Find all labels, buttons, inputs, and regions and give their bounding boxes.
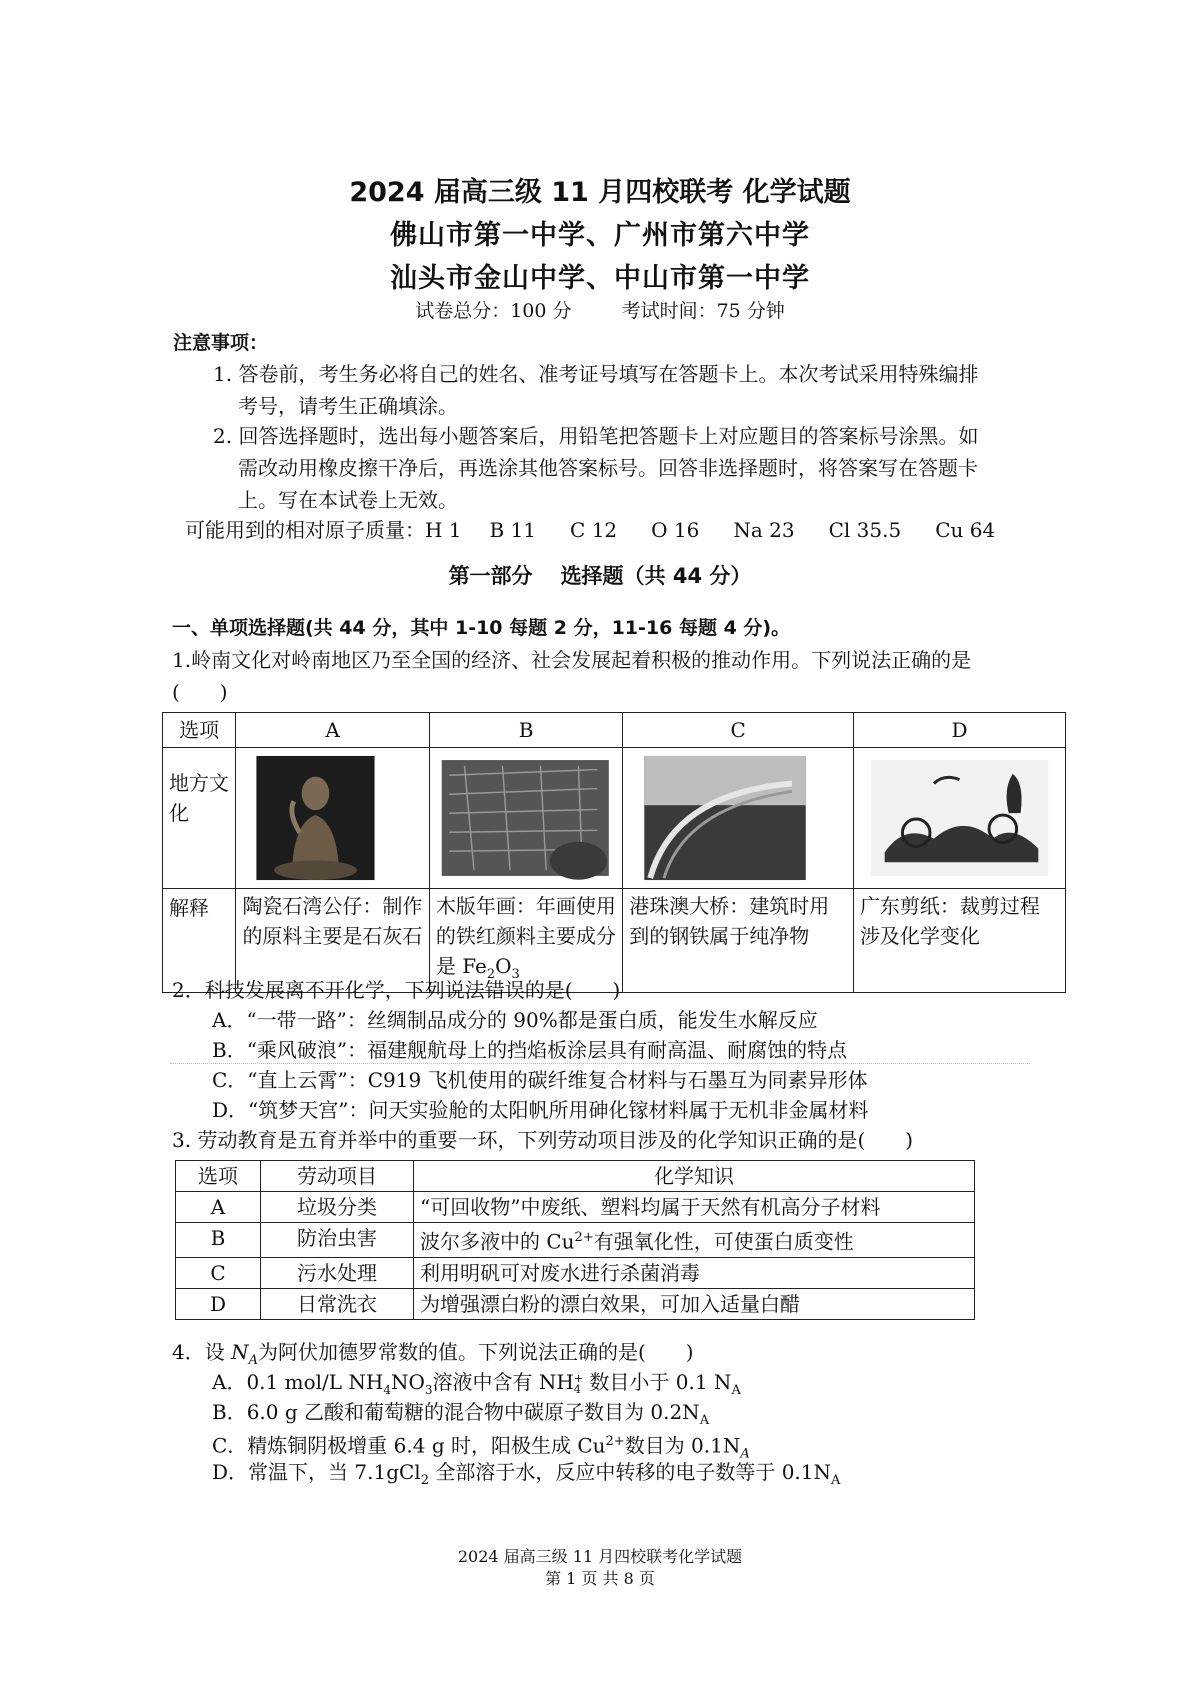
q3-header-item: 劳动项目 xyxy=(261,1161,414,1192)
q3-row-c-knowledge: 利用明矾可对废水进行杀菌消毒 xyxy=(414,1257,975,1288)
q1-explanation-b-text: 木版年画：年画使用的铁红颜料主要成分是 Fe xyxy=(435,894,616,978)
q2-option-d: D．“筑梦天宫”：问天实验舱的太阳帆所用砷化镓材料属于无机非金属材料 xyxy=(212,1098,869,1122)
q1-image-c-cell xyxy=(623,748,854,889)
q1-image-b-cell xyxy=(429,748,622,889)
q3-row-a-knowledge: “可回收物”中废纸、塑料均属于天然有机高分子材料 xyxy=(414,1192,975,1223)
atomic-mass-b: B 11 xyxy=(489,518,537,542)
q3-header-knowledge: 化学知识 xyxy=(414,1161,975,1192)
q4-option-d xyxy=(212,1456,840,1497)
q2-option-b: B．“乘风破浪”：福建舰航母上的挡焰板涂层具有耐高温、耐腐蚀的特点 xyxy=(212,1038,848,1062)
q1-explanation-a: 陶瓷石湾公仔：制作的原料主要是石灰石 xyxy=(236,889,429,993)
q1-header-option: 选项 xyxy=(163,713,236,748)
q3-row-b-knowledge-pre: 波尔多液中的 Cu xyxy=(420,1229,575,1254)
q4-a-mid: 溶液中含有 NH xyxy=(432,1370,574,1394)
section-part: 第一部分 xyxy=(448,564,533,588)
ceramic-figurine-image xyxy=(242,754,422,882)
q3-row-b xyxy=(176,1223,975,1258)
section-name: 选择题（共 44 分） xyxy=(560,564,752,588)
q1-header-a: A xyxy=(236,713,429,748)
q1-header-c: C xyxy=(623,713,854,748)
q4-a-post: 数目小于 0.1 N xyxy=(583,1370,732,1394)
schools-line-1: 佛山市第一中学、广州市第六中学 xyxy=(390,220,810,251)
q3-row-c-option: C xyxy=(176,1257,261,1288)
atomic-mass-h: H 1 xyxy=(425,518,462,542)
q1-explanation-d: 广东剪纸：裁剪过程涉及化学变化 xyxy=(853,889,1065,993)
woodblock-print-image xyxy=(436,754,616,882)
q4-a-sub-4: 4 xyxy=(383,1383,391,1397)
q4-c-post: 数目为 0.1N xyxy=(624,1433,741,1458)
q3-row-b-knowledge-sup: 2+ xyxy=(574,1230,594,1245)
schools-line-2: 汕头市金山中学、中山市第一中学 xyxy=(390,263,810,294)
notice-item-1-line-2: 考号，请考生正确填涂。 xyxy=(238,394,458,418)
q4-d-sub: 2 xyxy=(420,1473,429,1488)
q1-explanation-b-sub-3: 3 xyxy=(511,967,520,982)
q3-row-d-item: 日常洗衣 xyxy=(261,1288,414,1319)
q3-stem: 3. 劳动教育是五育并举中的重要一环，下列劳动项目涉及的化学知识正确的是( ) xyxy=(172,1128,914,1152)
atomic-mass-o: O 16 xyxy=(651,518,700,542)
q4-a-no: NO xyxy=(390,1370,425,1394)
notice-item-1-line-1: 1. 答卷前，考生务必将自己的姓名、准考证号填写在答题卡上。本次考试采用特殊编排 xyxy=(213,362,979,386)
q3-row-d-knowledge: 为增强漂白粉的漂白效果，可加入适量白醋 xyxy=(414,1288,975,1319)
q3-row-c-item: 污水处理 xyxy=(261,1257,414,1288)
q4-a-sub-3: 3 xyxy=(424,1383,433,1397)
q3-row-b-option: B xyxy=(176,1223,261,1258)
q1-header-b: B xyxy=(429,713,622,748)
q4-a-sub: 4 xyxy=(573,1382,581,1396)
q1-explanation-b-sub-2: 2 xyxy=(486,967,496,982)
q3-table xyxy=(175,1160,975,1320)
q3-row-a-option: A xyxy=(176,1192,261,1223)
q3-row-d xyxy=(176,1288,975,1319)
q3-header-option: 选项 xyxy=(176,1161,261,1192)
bridge-image xyxy=(629,754,847,882)
q1-header-d: D xyxy=(853,713,1065,748)
q4-stem-pre: 4．设 xyxy=(172,1340,232,1364)
q4-stem-n: N xyxy=(231,1340,249,1364)
q4-c-end: A xyxy=(740,1446,750,1462)
q2-stem: 2．科技发展离不开化学，下列说法错误的是( ) xyxy=(172,978,621,1002)
q2-option-a: A．“一带一路”：丝绸制品成分的 90%都是蛋白质，能发生水解反应 xyxy=(212,1008,818,1032)
q4-b-end: A xyxy=(699,1413,710,1428)
q4-a-sup: + xyxy=(573,1371,584,1385)
exam-time: 考试时间：75 分钟 xyxy=(621,300,785,322)
q1-stem-line-2: ( ) xyxy=(172,680,228,704)
q1-row-label-culture: 地方文化 xyxy=(163,748,236,889)
atomic-masses xyxy=(185,514,995,546)
q3-row-d-option: D xyxy=(176,1288,261,1319)
notice-heading: 注意事项： xyxy=(173,332,269,354)
q2-option-c: C．“直上云霄”：C919 飞机使用的碳纤维复合材料与石墨互为同素异形体 xyxy=(212,1068,868,1092)
q1-explanation-b-o: O xyxy=(495,954,512,978)
atomic-mass-cl: Cl 35.5 xyxy=(828,518,902,542)
section-title xyxy=(0,560,1200,590)
q3-table-header-row xyxy=(176,1161,975,1192)
notice-item-2-line-2: 需改动用橡皮擦干净后，再选涂其他答案标号。回答非选择题时，将答案写在答题卡 xyxy=(238,456,978,480)
q4-c-pre: C．精炼铜阴极增重 6.4 g 时，阳极生成 Cu xyxy=(212,1433,606,1458)
section-1-heading: 一、单项选择题(共 44 分，其中 1-10 每题 2 分，11-16 每题 4 分)。 xyxy=(172,617,791,639)
total-score: 试卷总分：100 分 xyxy=(415,300,572,322)
q4-a-end: A xyxy=(731,1383,741,1398)
atomic-mass-cu: Cu 64 xyxy=(935,518,996,542)
exam-title: 2024 届高三级 11 月四校联考 化学试题 xyxy=(349,177,851,208)
q4-d-end: A xyxy=(831,1473,841,1488)
notice-item-2-line-3: 上。写在本试卷上无效。 xyxy=(238,488,458,512)
q4-stem-post: 为阿伏加德罗常数的值。下列说法正确的是( ) xyxy=(257,1340,694,1364)
paper-cut-image xyxy=(860,754,1059,882)
notice-item-2-line-1: 2. 回答选择题时，选出每小题答案后，用铅笔把答题卡上对应题目的答案标号涂黑。如 xyxy=(213,424,979,448)
q3-row-a xyxy=(176,1192,975,1223)
q4-b-pre: B．6.0 g 乙酸和葡萄糖的混合物中碳原子数目为 0.2N xyxy=(212,1400,700,1424)
q3-row-b-knowledge-post: 有强氧化性，可使蛋白质变性 xyxy=(593,1229,854,1254)
q1-table xyxy=(162,712,1066,993)
exam-meta xyxy=(0,296,1200,323)
q3-row-b-knowledge xyxy=(414,1223,975,1258)
q1-image-row xyxy=(163,748,1066,889)
q3-row-a-item: 垃圾分类 xyxy=(261,1192,414,1223)
q1-explanation-c: 港珠澳大桥：建筑时用到的钢铁属于纯净物 xyxy=(623,889,854,993)
atomic-mass-na: Na 23 xyxy=(733,518,795,542)
q4-d-post: 全部溶于水，反应中转移的电子数等于 0.1N xyxy=(428,1460,832,1484)
q1-row-label-explanation: 解释 xyxy=(163,889,236,993)
q4-stem-a: A xyxy=(248,1353,258,1368)
q4-d-pre: D．常温下，当 7.1gCl xyxy=(212,1460,421,1484)
q4-c-sup: 2+ xyxy=(605,1434,625,1449)
atomic-mass-c: C 12 xyxy=(570,518,618,542)
q1-image-d-cell xyxy=(853,748,1065,889)
q1-stem-line-1: 1.岭南文化对岭南地区乃至全国的经济、社会发展起着积极的推动作用。下列说法正确的是 xyxy=(172,648,972,672)
q1-table-header-row xyxy=(163,713,1066,748)
q4-a-pre: A．0.1 mol/L NH xyxy=(212,1370,384,1394)
footer-title: 2024 届高三级 11 月四校联考化学试题 xyxy=(457,1547,743,1566)
q3-row-c xyxy=(176,1257,975,1288)
q3-row-b-item: 防治虫害 xyxy=(261,1223,414,1258)
footer-page-number: 第 1 页 共 8 页 xyxy=(545,1569,655,1588)
atomic-masses-label: 可能用到的相对原子质量： xyxy=(185,518,425,542)
q1-image-a-cell xyxy=(236,748,429,889)
